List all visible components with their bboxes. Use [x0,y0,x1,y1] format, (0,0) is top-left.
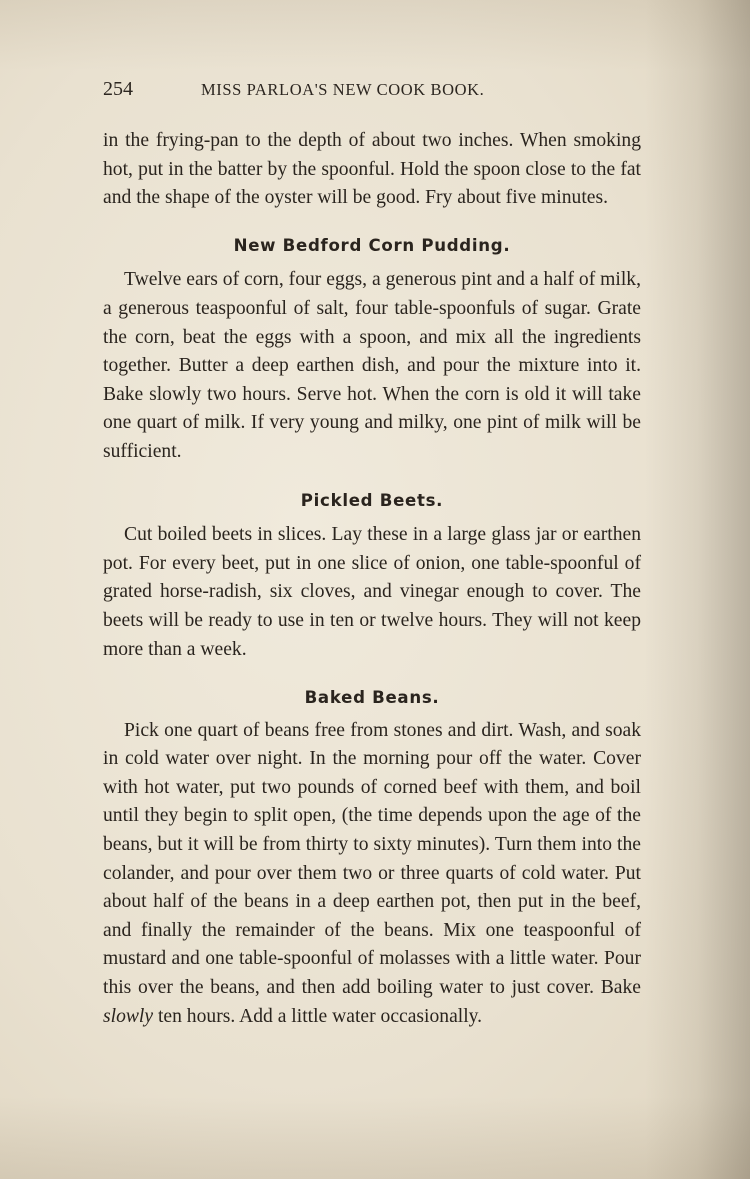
continued-paragraph: in the frying-pan to the depth of about two inches. When smoking hot, put in the batter by the spoonful. Hold the spoon close to the fat and the shape of the oyster will be good. Fry about five minutes. [103,130,641,209]
recipe-body-pickled-beets: Cut boiled beets in slices. Lay these in a large glass jar or earthen pot. For every beet, put in one slice of onion, one table-spoonful of grated horse-radish, six cloves, and vinegar enough to cover. The beets will be ready to use in ten or twelve hours. They will not keep more than a week. [103,524,641,660]
recipe-body-baked-beans [103,717,641,1032]
recipe-title-baked-beans: Baked Beans. [304,688,440,708]
baked-beans-italic-word: slowly [103,1005,154,1027]
recipe-body-corn-pudding: Twelve ears of corn, four eggs, a generous pint and a half of milk, a generous teaspoonful of salt, four table-spoonfuls of sugar. Grate the corn, beat the eggs with a spoon, and mix all the ingredients together. Butter a deep earthen dish, and pour the mixture into it. Bake slowly two hours. Serve hot. When the corn is old it will take one quart of milk. If very young and milky, one pint of milk will be sufficient. [103,269,641,462]
book-title: MISS PARLOA'S NEW COOK BOOK. [201,80,485,99]
running-head [103,78,648,102]
recipe-title-pickled-beets: Pickled Beets. [300,490,444,510]
page-text [103,127,641,1031]
baked-beans-text-start: Pick one quart of beans free from stones and dirt. Wash, and soak in cold water over night. In the morning pour off the water. Cover with hot water, put two pounds of corned beef with them, and boil until they begin to split open, (the time depends upon the age of the beans, but it will be from thirty to sixty minutes). Turn them into the colander, and pour over them two or three quarts of cold water. Put about half of the beans in a deep earthen pot, then put in the beef, and finally the remainder of the beans. Mix one teaspoonful of mustard and one table-spoonful of molasses with a little water. Pour this over the beans, and then add boiling water to just cover. Bake [103,719,641,999]
recipe-title-corn-pudding: New Bedford Corn Pudding. [233,235,511,255]
page-number: 254 [103,78,133,100]
baked-beans-text-end: ten hours. Add a little water occasionally. [153,1005,483,1027]
